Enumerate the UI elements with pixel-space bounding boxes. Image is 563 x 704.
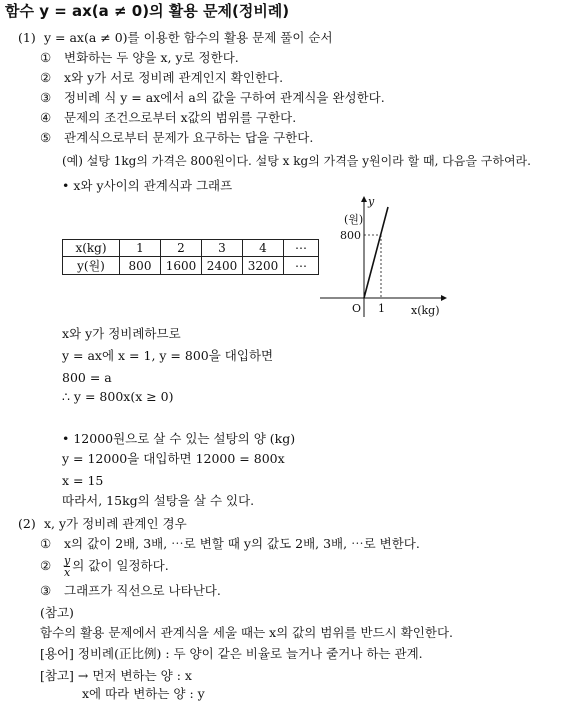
step-3 xyxy=(40,90,385,106)
step-1 xyxy=(40,50,239,66)
case-item-2-mark: ② xyxy=(40,558,52,573)
table-cell: y(원) xyxy=(63,257,120,275)
table-cell: x(kg) xyxy=(63,240,120,257)
step-5-text: 관계식으로부터 문제가 요구하는 답을 구한다. xyxy=(64,130,314,145)
reference-label: (참고) xyxy=(40,605,74,620)
solution2-line-3: 따라서, 15kg의 설탕을 살 수 있다. xyxy=(62,493,255,508)
section2-number: (2) xyxy=(18,516,36,531)
table-cell: 2 xyxy=(161,240,202,257)
section2-heading-text: x, y가 정비례 관계인 경우 xyxy=(43,516,187,531)
bullet-relation-graph: • x와 y사이의 관계식과 그래프 xyxy=(62,178,233,193)
step-5 xyxy=(40,130,313,146)
case-item-3-mark: ③ xyxy=(40,583,52,598)
case-item-2 xyxy=(40,552,169,580)
bullet-sugar-amount: • 12000원으로 살 수 있는 설탕의 양 (kg) xyxy=(62,431,296,446)
solution2-line-2: x = 15 xyxy=(62,473,104,488)
x-axis-label: x(kg) xyxy=(411,304,440,317)
y-tick-label: 800 xyxy=(340,229,361,242)
table-cell: 1600 xyxy=(161,257,202,275)
step-4-mark: ④ xyxy=(40,110,52,125)
case-item-1-mark: ① xyxy=(40,536,52,551)
y-axis-label: y xyxy=(368,195,375,208)
step-1-text: 변화하는 두 양을 x, y로 정한다. xyxy=(64,50,239,65)
step-4-text: 문제의 조건으로부터 x값의 범위를 구한다. xyxy=(64,110,297,125)
table-cell: 800 xyxy=(120,257,161,275)
section1-heading-text: y = ax(a ≠ 0)를 이용한 함수의 활용 문제 풀이 순서 xyxy=(43,30,333,45)
y-unit-label: (원) xyxy=(344,213,364,226)
section2-heading xyxy=(18,516,187,532)
section1-number: (1) xyxy=(18,30,36,45)
table-cell: ⋯ xyxy=(284,257,319,275)
case-item-3 xyxy=(40,583,221,599)
table-cell: 1 xyxy=(120,240,161,257)
solution-line-3: 800 = a xyxy=(62,370,112,385)
table-cell: 2400 xyxy=(202,257,243,275)
x-tick-label: 1 xyxy=(378,302,385,315)
case-item-2-text: 의 값이 일정하다. xyxy=(72,558,169,573)
graph-line xyxy=(364,207,388,298)
reference2-line-1: [참고] → 먼저 변하는 양 : x xyxy=(40,668,192,683)
step-2-text: x와 y가 서로 정비례 관계인지 확인한다. xyxy=(64,70,284,85)
step-2-mark: ② xyxy=(40,70,52,85)
reference-text: 함수의 활용 문제에서 관계식을 세울 때는 x의 값의 범위를 반드시 확인한다. xyxy=(40,625,454,640)
case-item-1 xyxy=(40,536,420,552)
table-cell: ⋯ xyxy=(284,240,319,257)
step-2 xyxy=(40,70,283,86)
y-over-x-fraction xyxy=(64,555,70,578)
fraction-numerator: y xyxy=(64,554,71,567)
table-cell: 3200 xyxy=(243,257,284,275)
reference2-line-2: x에 따라 변하는 양 : y xyxy=(82,686,205,701)
proportion-graph xyxy=(318,193,453,323)
solution-line-1: x와 y가 정비례하므로 xyxy=(62,326,181,341)
section1-heading xyxy=(18,30,333,46)
example-problem: (예) 설탕 1kg의 가격은 800원이다. 설탕 x kg의 가격을 y원이라 할 때, 다음을 구하여라. xyxy=(62,154,531,168)
step-4 xyxy=(40,110,296,126)
step-1-mark: ① xyxy=(40,50,52,65)
value-table xyxy=(62,239,319,275)
step-3-text: 정비례 식 y = ax에서 a의 값을 구하여 관계식을 완성한다. xyxy=(64,90,385,105)
table-cell: 3 xyxy=(202,240,243,257)
solution2-line-1: y = 12000을 대입하면 12000 = 800x xyxy=(62,451,285,466)
term-definition: [용어] 정비례(正比例) : 두 양이 같은 비율로 늘거나 줄거나 하는 관계. xyxy=(40,646,423,661)
table-row xyxy=(63,240,319,257)
table-cell: 4 xyxy=(243,240,284,257)
page-title: 함수 y = ax(a ≠ 0)의 활용 문제(정비례) xyxy=(5,2,290,20)
solution-line-4: ∴ y = 800x(x ≥ 0) xyxy=(62,389,174,404)
case-item-1-text: x의 값이 2배, 3배, ⋯로 변할 때 y의 값도 2배, 3배, ⋯로 변한다. xyxy=(64,536,420,551)
case-item-3-text: 그래프가 직선으로 나타난다. xyxy=(64,583,221,598)
origin-label: O xyxy=(352,302,362,315)
step-5-mark: ⑤ xyxy=(40,130,52,145)
solution-line-2: y = ax에 x = 1, y = 800을 대입하면 xyxy=(62,348,274,363)
fraction-denominator: x xyxy=(64,566,71,579)
step-3-mark: ③ xyxy=(40,90,52,105)
table-row xyxy=(63,257,319,275)
